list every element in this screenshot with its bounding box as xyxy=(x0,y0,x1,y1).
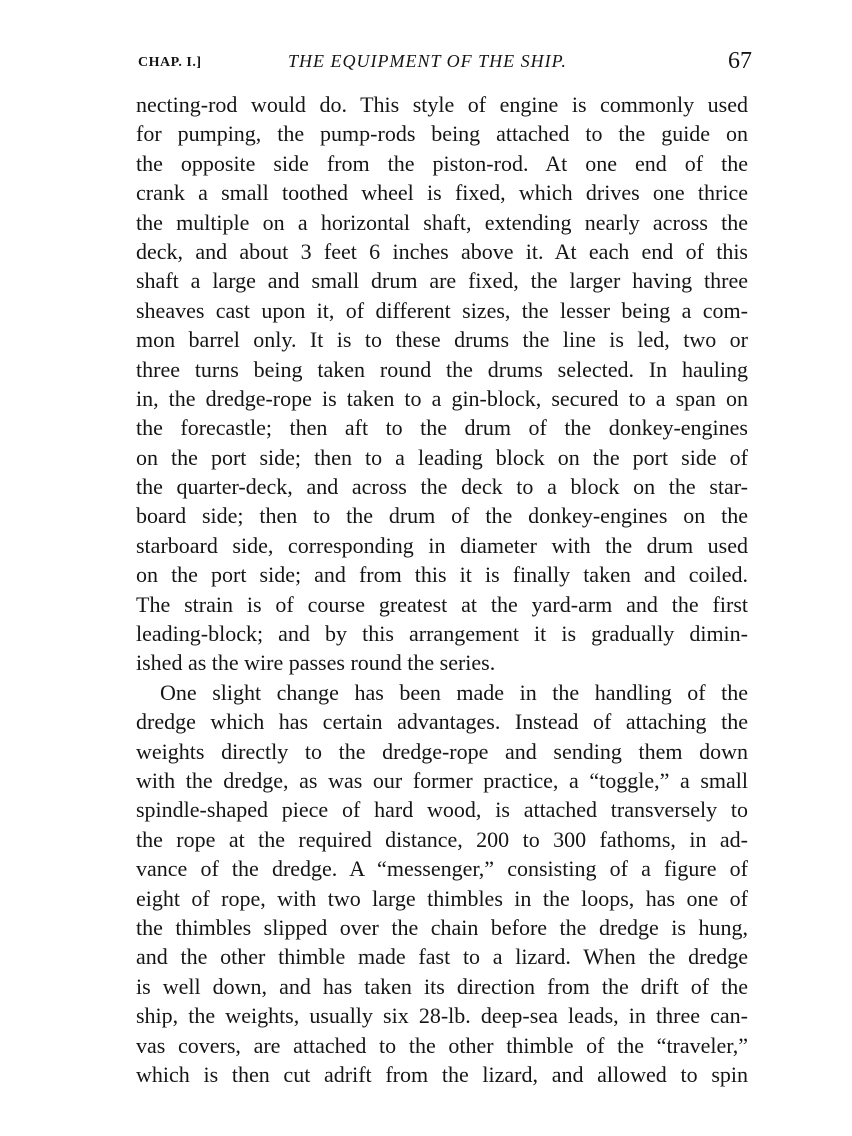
text-line: eight of rope, with two large thimbles in the loops, has one of xyxy=(136,885,748,911)
text-line: with the dredge, as was our former practice, a “toggle,” a small xyxy=(136,767,748,793)
text-line: deck, and about 3 feet 6 inches above it. At each end of this xyxy=(136,238,748,264)
chapter-label: CHAP. I.] xyxy=(138,55,202,70)
text-line: for pumping, the pump-rods being attached to the guide on xyxy=(136,121,748,147)
text-line: the quarter-deck, and across the deck to a block on the star- xyxy=(136,474,748,500)
text-line: starboard side, corresponding in diameter with the drum used xyxy=(136,532,748,558)
running-title: THE EQUIPMENT OF THE SHIP. xyxy=(288,51,567,71)
text-line: is well down, and has taken its direction from the drift of the xyxy=(136,973,748,999)
text-line: the multiple on a horizontal shaft, extending nearly across the xyxy=(136,209,748,235)
text-line: in, the dredge-rope is taken to a gin-block, secured to a span on xyxy=(136,385,748,411)
paragraph-start-line: One slight change has been made in the handling of the xyxy=(160,679,748,705)
text-line: mon barrel only. It is to these drums the line is led, two or xyxy=(136,327,748,353)
text-line: the opposite side from the piston-rod. At one end of the xyxy=(136,150,748,176)
text-line: the rope at the required distance, 200 to 300 fathoms, in ad- xyxy=(136,826,748,852)
paragraph-end-line: ished as the wire passes round the series. xyxy=(136,650,496,676)
text-line: the forecastle; then aft to the drum of the donkey-engines xyxy=(136,415,748,441)
running-header xyxy=(138,48,752,76)
text-line: sheaves cast upon it, of different sizes, the lesser being a com- xyxy=(136,297,748,323)
text-line: vance of the dredge. A “messenger,” consisting of a figure of xyxy=(136,856,748,882)
text-line: ship, the weights, usually six 28-lb. deep-sea leads, in three can- xyxy=(136,1003,748,1029)
text-line: three turns being taken round the drums selected. In hauling xyxy=(136,356,748,382)
text-line: The strain is of course greatest at the yard-arm and the first xyxy=(136,591,748,617)
text-line: the thimbles slipped over the chain before the dredge is hung, xyxy=(136,914,748,940)
page-number: 67 xyxy=(728,48,752,74)
body-text xyxy=(136,90,748,1089)
text-line: on the port side; then to a leading block on the port side of xyxy=(136,444,748,470)
text-line: vas covers, are attached to the other thimble of the “traveler,” xyxy=(136,1032,748,1058)
text-line: and the other thimble made fast to a lizard. When the dredge xyxy=(136,944,748,970)
text-line: on the port side; and from this it is finally taken and coiled. xyxy=(136,562,748,588)
text-line: leading-block; and by this arrangement it is gradually dimin- xyxy=(136,621,748,647)
text-line: weights directly to the dredge-rope and sending them down xyxy=(136,738,748,764)
text-line: shaft a large and small drum are fixed, the larger having three xyxy=(136,268,748,294)
text-line: board side; then to the drum of the donkey-engines on the xyxy=(136,503,748,529)
text-line: spindle-shaped piece of hard wood, is attached transversely to xyxy=(136,797,748,823)
text-line: which is then cut adrift from the lizard, and allowed to spin xyxy=(136,1061,748,1087)
text-line: necting-rod would do. This style of engine is commonly used xyxy=(136,92,748,117)
text-line: crank a small toothed wheel is fixed, which drives one thrice xyxy=(136,180,748,206)
text-line: dredge which has certain advantages. Instead of attaching the xyxy=(136,709,748,735)
